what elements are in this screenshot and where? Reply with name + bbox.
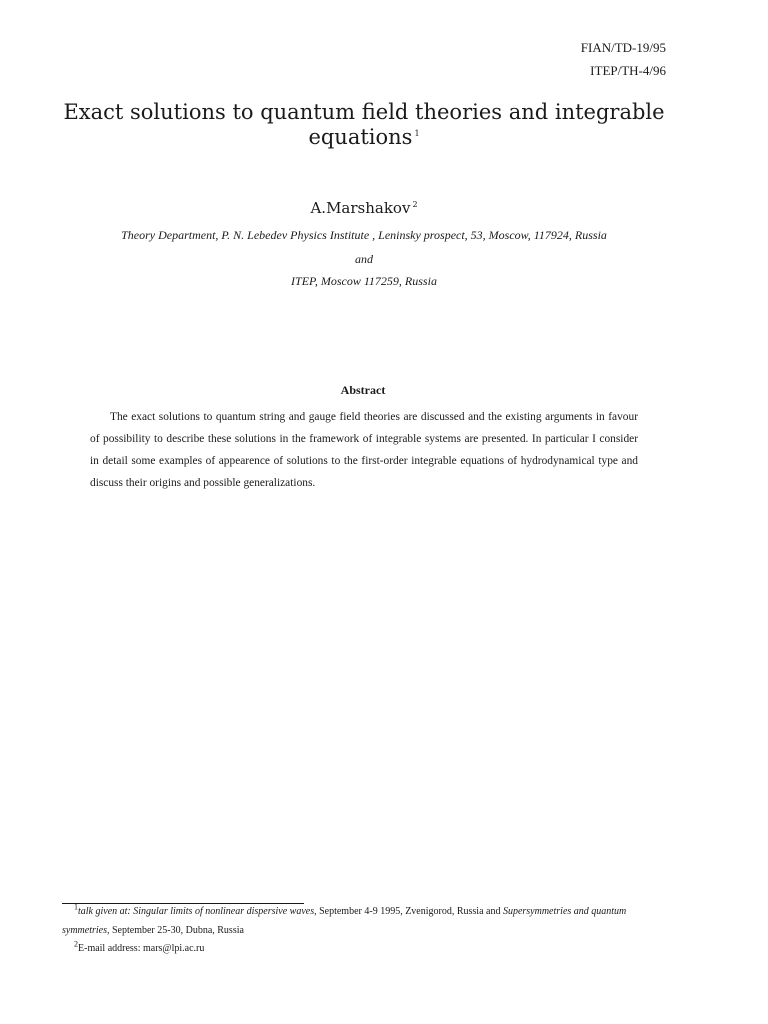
report-number-itep: ITEP/TH-4/96 bbox=[590, 63, 666, 78]
footnote-1-event-2: Supersymmetries and quantum symmetries bbox=[62, 906, 627, 936]
footnote-1-lead: talk given at: bbox=[78, 906, 134, 917]
footnote-2 bbox=[62, 940, 668, 959]
author-name: A.Marshakov bbox=[310, 199, 411, 217]
paper-title bbox=[40, 100, 688, 150]
footnote-1 bbox=[62, 903, 668, 940]
report-numbers bbox=[581, 36, 666, 82]
footnotes bbox=[62, 903, 668, 959]
author bbox=[0, 199, 728, 217]
paper-title-text: Exact solutions to quantum field theories and integrable equations bbox=[63, 100, 665, 149]
abstract-heading: Abstract bbox=[340, 383, 386, 397]
affiliation-itep: ITEP, Moscow 117259, Russia bbox=[291, 274, 437, 288]
author-footnote-mark: 2 bbox=[412, 200, 418, 209]
title-footnote-mark: 1 bbox=[414, 129, 420, 138]
abstract-text: The exact solutions to quantum string and gauge field theories are discussed and the existing arguments in favour of possibility to describe these solutions in the framework of integrable systems are presented. In particular I consider in detail some examples of appearence of solutions to the first-order integrable equations of hydrodynamical type and discuss their origins and possible generalizations. bbox=[90, 411, 638, 489]
footnote-2-mark: 2 bbox=[74, 939, 78, 949]
footnote-1-event-1: Singular limits of nonlinear dispersive waves bbox=[133, 906, 315, 917]
report-number-fian: FIAN/TD-19/95 bbox=[580, 40, 666, 55]
footnote-1-mark: 1 bbox=[74, 902, 78, 912]
affiliation-conjunction: and bbox=[355, 252, 373, 266]
footnote-1-tail: , September 25-30, Dubna, Russia bbox=[107, 924, 244, 936]
footnote-1-middle: , September 4-9 1995, Zvenigorod, Russia and bbox=[314, 906, 503, 917]
footnote-2-email: E-mail address: mars@lpi.ac.ru bbox=[78, 943, 205, 954]
affiliation-lebedev: Theory Department, P. N. Lebedev Physics Institute , Leninsky prospect, 53, Moscow, 117924, Russia bbox=[121, 228, 607, 242]
